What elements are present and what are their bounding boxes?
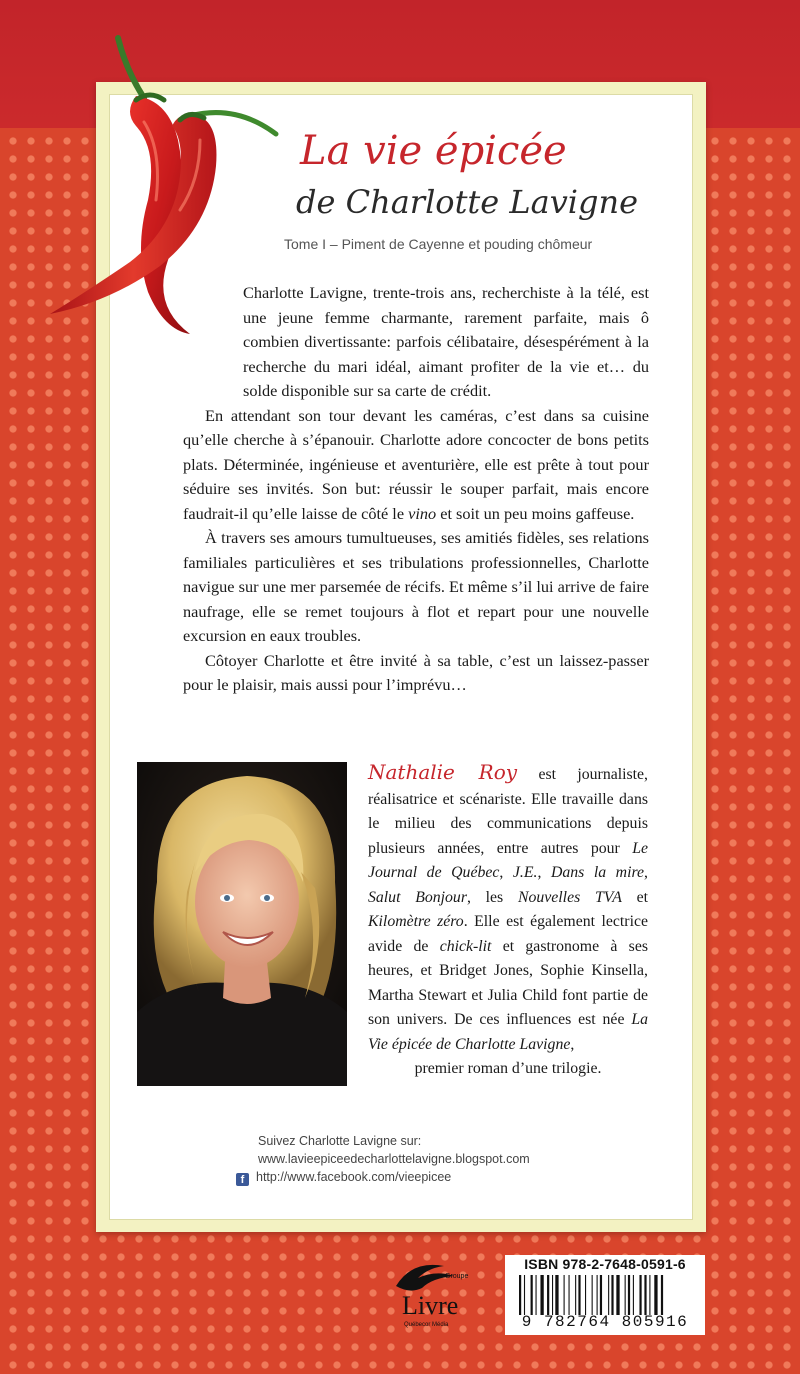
author-bio: Nathalie Roy est journaliste, réalisatrice et scénariste. Elle travaille dans le milieu des communications depuis plusieurs années, entre autres pour Le Journal de Québec, J.E., Dans la mire, Salut Bonjour, les Nouvelles TVA et Kilomètre zéro. Elle est également lectrice avide de chick-lit et gastronome à ses heures, et Bridget Jones, Sophie Kinsella, Martha Stewart et Julia Child font partie de son univers. De ces influences est née La Vie épicée de Charlotte Lavigne, premier roman d’une trilogie. (368, 760, 648, 1082)
book-title: La vie épicée (300, 128, 567, 174)
tome-subtitle: Tome I – Piment de Cayenne et pouding chômeur (284, 236, 593, 252)
facebook-icon: f (236, 1173, 249, 1186)
isbn-box (505, 1255, 705, 1335)
synopsis-paragraph: À travers ses amours tumultueuses, ses amitiés fidèles, ses relations familiales particulières et ses tribulations professionnelles, Charlotte navigue sur une mer parsemée de récifs. Et même s’il lui arrive de faire naufrage, elle se remet toujours à flot et repart pour une nouvelle excursion en eaux troubles. (183, 528, 649, 645)
follow-heading: Suivez Charlotte Lavigne sur: (258, 1134, 422, 1148)
logo-bottom-text: Québecor Média (404, 1322, 449, 1328)
barcode-digits: 9 782764 805916 (521, 1313, 689, 1331)
synopsis-paragraph: Charlotte Lavigne, trente-trois ans, recherchiste à la télé, est une jeune femme charmante, rarement parfaite, mais ô combien divertissante: parfois célibataire, désespérément à la recherche du mari idéal, aimant profiter de la vie et… du solde disponible sur sa carte de crédit. (243, 283, 649, 400)
logo-group-text: Groupe (445, 1273, 469, 1280)
blog-link[interactable]: www.lavieepiceedecharlottelavigne.blogspot.com (258, 1152, 530, 1166)
isbn-text: ISBN 978-2-7648-0591-6 (524, 1256, 686, 1272)
publisher-logo (388, 1256, 478, 1336)
follow-section (240, 1132, 678, 1186)
synopsis-paragraph: En attendant son tour devant les caméras, c’est dans sa cuisine qu’elle cherche à s’épanouir. Charlotte adore concocter de bons petits plats. Déterminée, ingénieuse et aventurière, elle est prête à tout pour séduire ses invités. Son but: réussir le souper parfait, mais encore faudrait-il qu’elle laisse de côté le vino et soit un peu moins gaffeuse. (183, 405, 649, 523)
book-title-subline: de Charlotte Lavigne (296, 183, 639, 221)
author-portrait-icon (137, 762, 347, 1086)
author-photo (137, 762, 347, 1086)
logo-main-text: Livre (402, 1291, 459, 1320)
synopsis-paragraph: Côtoyer Charlotte et être invité à sa table, c’est un laissez-passer pour le plaisir, mais aussi pour l’imprévu… (183, 650, 649, 694)
barcode-icon (519, 1275, 699, 1315)
synopsis (183, 281, 649, 698)
author-bio-last-line: premier roman d’une trilogie. (414, 1060, 602, 1077)
facebook-link[interactable]: f http://www.facebook.com/vieepicee (258, 1168, 678, 1186)
author-name: Nathalie Roy (368, 760, 518, 784)
